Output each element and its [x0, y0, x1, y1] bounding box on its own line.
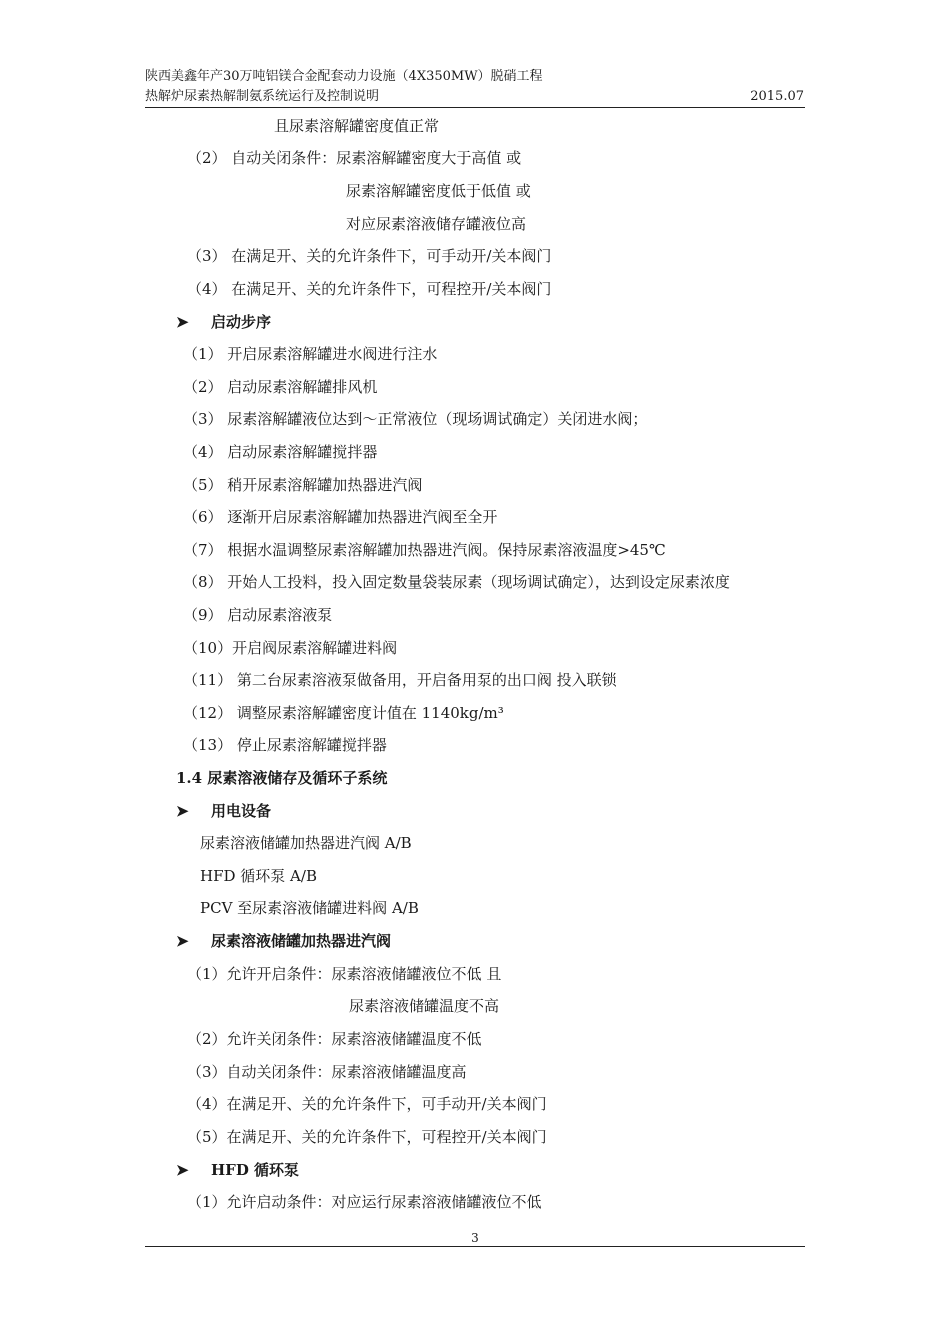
- step-item: （9） 启动尿素溶液泵: [183, 606, 333, 624]
- step-item: （11） 第二台尿素溶液泵做备用，开启备用泵的出口阀 投入联锁: [183, 671, 617, 689]
- header-rule: [145, 107, 805, 108]
- step-item: （7） 根据水温调整尿素溶解罐加热器进汽阀。保持尿素溶液温度>45℃: [183, 541, 666, 559]
- step-item: （1） 开启尿素溶解罐进水阀进行注水: [183, 345, 438, 363]
- section-heading-start-steps: 启动步序: [211, 313, 272, 331]
- header-date: 2015.07: [750, 89, 804, 104]
- program-control-line: （4） 在满足开、关的允许条件下，可程控开/关本阀门: [187, 280, 552, 298]
- header-project-title: 陕西美鑫年产30万吨铝镁合金配套动力设施（4X350MW）脱硝工程: [145, 69, 543, 84]
- section-heading-hfd-pump: HFD 循环泵: [211, 1161, 300, 1179]
- valve-condition: （5）在满足开、关的允许条件下，可程控开/关本阀门: [187, 1128, 547, 1146]
- step-item: （13） 停止尿素溶解罐搅拌器: [183, 736, 387, 754]
- equipment-item: PCV 至尿素溶液储罐进料阀 A/B: [200, 899, 419, 917]
- valve-condition: （4）在满足开、关的允许条件下，可手动开/关本阀门: [187, 1095, 547, 1113]
- condition-line: 对应尿素溶液储存罐液位高: [346, 215, 527, 233]
- section-heading-electrical-equipment: 用电设备: [211, 802, 272, 820]
- bullet-arrow-icon: ➤: [176, 802, 189, 820]
- step-item: （6） 逐渐开启尿素溶解罐加热器进汽阀至全开: [183, 508, 498, 526]
- bullet-arrow-icon: ➤: [176, 932, 189, 950]
- equipment-item: 尿素溶液储罐加热器进汽阀 A/B: [200, 834, 412, 852]
- step-item: （5） 稍开尿素溶解罐加热器进汽阀: [183, 476, 423, 494]
- condition-line: 且尿素溶解罐密度值正常: [274, 117, 440, 135]
- step-item: （2） 启动尿素溶解罐排风机: [183, 378, 378, 396]
- footer-rule: [145, 1246, 805, 1247]
- valve-condition: （2）允许关闭条件：尿素溶液储罐温度不低: [187, 1030, 482, 1048]
- step-item: （4） 启动尿素溶解罐搅拌器: [183, 443, 378, 461]
- step-item: （8） 开始人工投料，投入固定数量袋装尿素（现场调试确定），达到设定尿素浓度: [183, 573, 730, 591]
- section-heading-1-4: 1.4 尿素溶液储存及循环子系统: [176, 769, 388, 787]
- auto-close-condition: （2） 自动关闭条件：尿素溶解罐密度大于高值 或: [187, 149, 522, 167]
- bullet-arrow-icon: ➤: [176, 1161, 189, 1179]
- equipment-item: HFD 循环泵 A/B: [200, 867, 317, 885]
- bullet-arrow-icon: ➤: [176, 313, 189, 331]
- valve-condition: （1）允许开启条件：尿素溶液储罐液位不低 且: [187, 965, 502, 983]
- manual-control-line: （3） 在满足开、关的允许条件下，可手动开/关本阀门: [187, 247, 552, 265]
- step-item: （3） 尿素溶解罐液位达到～正常液位（现场调试确定）关闭进水阀；: [183, 410, 648, 428]
- pump-condition: （1）允许启动条件：对应运行尿素溶液储罐液位不低: [187, 1193, 542, 1211]
- page-number: 3: [471, 1231, 479, 1245]
- valve-condition: （3）自动关闭条件：尿素溶液储罐温度高: [187, 1063, 467, 1081]
- section-heading-heater-valve: 尿素溶液储罐加热器进汽阀: [211, 932, 392, 950]
- step-item: （12） 调整尿素溶解罐密度计值在 1140kg/m³: [183, 704, 504, 722]
- step-item: （10）开启阀尿素溶解罐进料阀: [183, 639, 398, 657]
- header-document-title: 热解炉尿素热解制氨系统运行及控制说明: [145, 89, 380, 104]
- valve-condition: 尿素溶液储罐温度不高: [349, 997, 500, 1015]
- condition-line: 尿素溶解罐密度低于低值 或: [346, 182, 531, 200]
